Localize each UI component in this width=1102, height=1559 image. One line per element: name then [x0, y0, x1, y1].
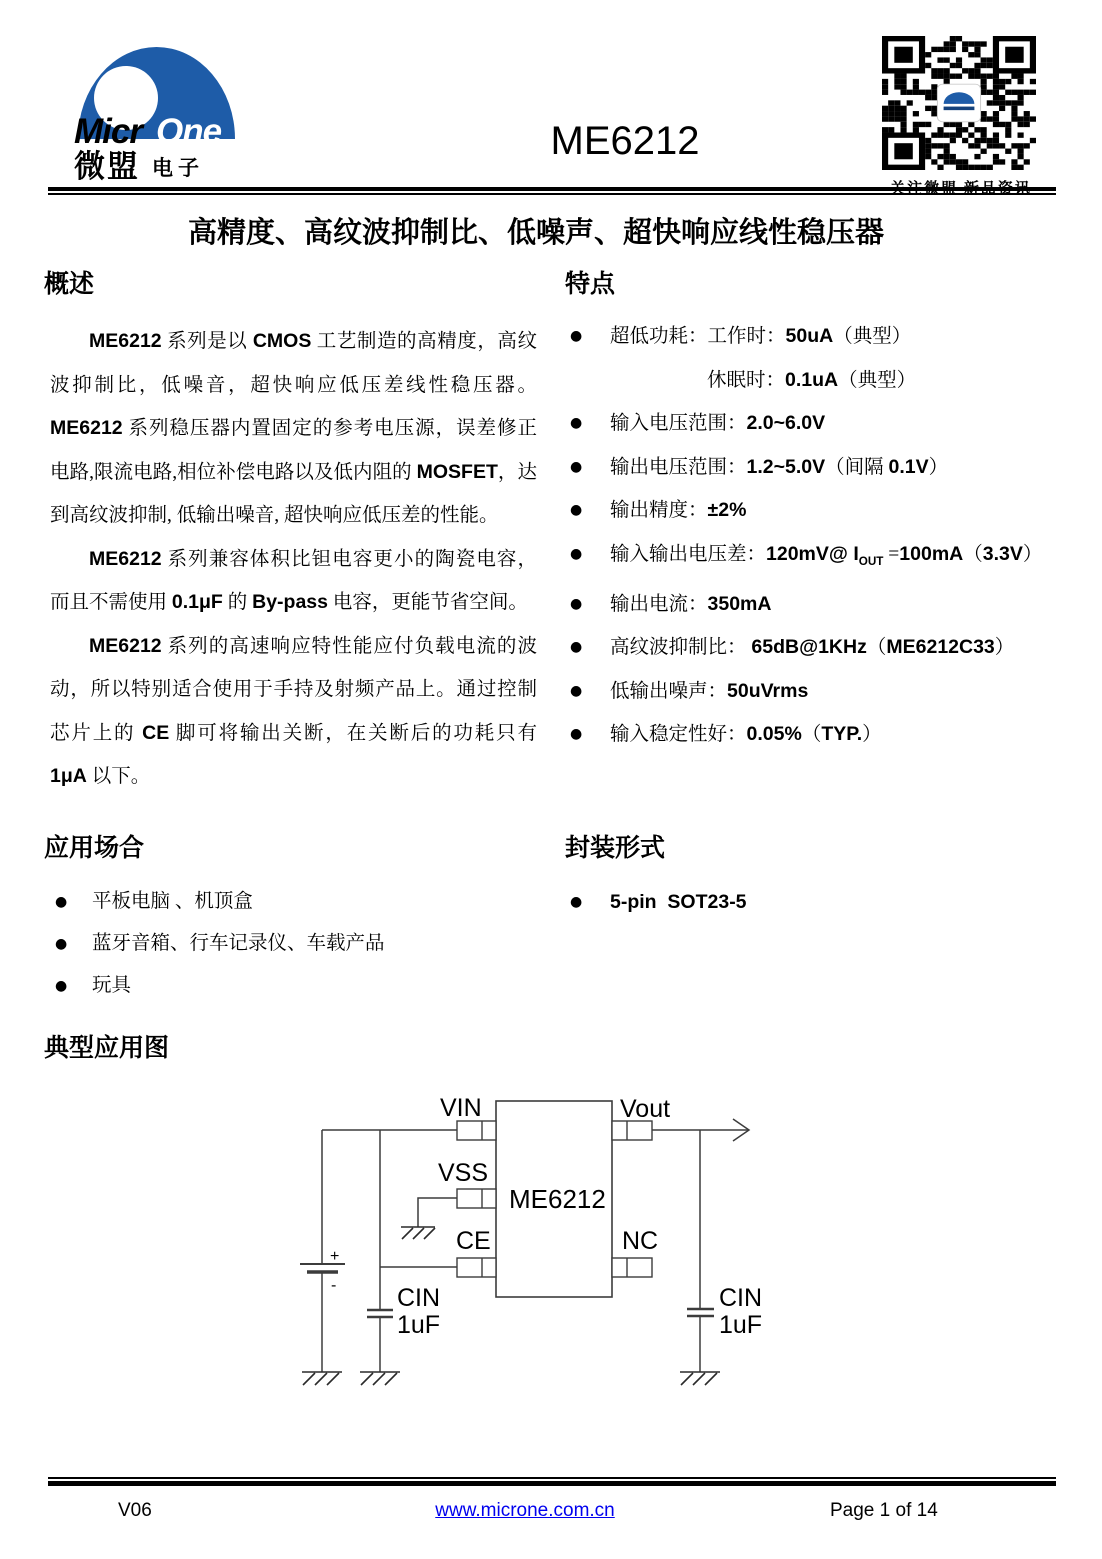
cin-right-value: 1uF — [719, 1311, 763, 1339]
list-item-text: 蓝牙音箱、行车记录仪、车载产品 — [92, 933, 385, 954]
applications-heading: 应用场合 — [44, 835, 145, 862]
chip-label: ME6212 — [509, 1184, 606, 1214]
list-item — [565, 881, 1045, 924]
list-item — [565, 446, 1047, 490]
bullet-icon: ● — [570, 682, 583, 699]
cin-left-value: 1uF — [397, 1311, 441, 1339]
bullet-icon: ● — [55, 894, 68, 910]
header-rule — [48, 187, 1056, 195]
list-item-text: 输出精度：±2% — [610, 499, 747, 521]
list-item-text: 高纹波抑制比： 65dB@1KHz（ME6212C33） — [610, 636, 1015, 659]
pin-label-nc: NC — [622, 1227, 659, 1255]
footer-rule — [48, 1477, 1056, 1486]
pin-label-vout: Vout — [620, 1095, 671, 1123]
list-item — [565, 489, 1047, 533]
bullet-icon: ● — [55, 978, 68, 994]
bullet-icon: ● — [55, 936, 68, 952]
logo-text-cn-sub: 电子 — [152, 157, 204, 180]
battery-symbol — [300, 1264, 345, 1272]
overview-paragraph: ME6212 系列是以 CMOS 工艺制造的高精度，高纹波抑制比，低噪音，超快响应低压差线性稳压器。ME6212 系列稳压器内置固定的参考电压源，误差修正电路,限流电路,相位补偿电路以及低内阻的 MOSFET，达到高纹波抑制, 低输出噪音, 超快响应低压差的性能。 — [50, 330, 537, 526]
qr-block — [882, 36, 1040, 198]
overview-paragraph: ME6212 系列的高速响应特性能应付负载电流的波动，所以特别适合使用于手持及射频产品上。通过控制芯片上的 CE 脚可将输出关断，在关断后的功耗只有 1μA 以下。 — [50, 634, 537, 787]
list-item-text: 5-pin SOT23-5 — [610, 891, 747, 913]
part-number-title: ME6212 — [550, 119, 700, 163]
logo-text-one: One — [156, 112, 222, 151]
pin-label-vin: VIN — [440, 1094, 482, 1122]
logo-text-micr: Micr — [74, 112, 142, 151]
battery-plus-label: + — [330, 1248, 340, 1265]
bullet-icon: ● — [570, 415, 583, 431]
logo-text-cn: 微盟 — [74, 149, 140, 184]
overview-paragraph: ME6212 系列兼容体积比钽电容更小的陶瓷电容，而且不需使用 0.1μF 的 By-pass 电容，更能节省空间。 — [50, 547, 537, 613]
list-item — [565, 670, 1047, 714]
bullet-icon: ● — [570, 595, 583, 612]
qr-caption: 关注微盟 新品资讯 — [890, 181, 1032, 197]
list-item-text: 低输出噪声：50uVrms — [610, 679, 809, 702]
list-item — [565, 583, 1047, 627]
applications-list — [52, 881, 532, 1007]
website-link[interactable]: www.microne.com.cn — [435, 1500, 615, 1521]
features-list — [565, 315, 1047, 757]
cin-right-label: CIN — [719, 1284, 763, 1312]
list-item — [565, 315, 1047, 402]
package-list — [565, 881, 1045, 924]
typical-application-circuit — [280, 1085, 780, 1395]
qr-code — [882, 36, 1036, 170]
list-item — [565, 402, 1047, 446]
bullet-icon: ● — [570, 458, 583, 475]
company-logo — [72, 36, 242, 186]
package-heading: 封装形式 — [565, 835, 666, 862]
bullet-icon: ● — [570, 894, 583, 910]
list-item-text: 超低功耗：工作时：50uA（典型） 休眠时：0.1uA（典型） — [610, 315, 916, 402]
list-item-subline: 休眠时：0.1uA（典型） — [707, 368, 917, 391]
list-item-text: 输出电压范围：1.2~5.0V（间隔 0.1V） — [610, 455, 949, 478]
list-item-text: 输入电压范围：2.0~6.0V — [610, 412, 826, 434]
list-item-text: 平板电脑 、机顶盒 — [92, 891, 253, 912]
list-item — [52, 881, 532, 923]
bullet-icon: ● — [570, 726, 583, 743]
typical-application-heading: 典型应用图 — [44, 1035, 170, 1062]
battery-minus-label: - — [331, 1277, 337, 1294]
list-item-text: 输入稳定性好：0.05%（TYP.） — [610, 723, 882, 746]
list-item — [565, 713, 1047, 757]
bullet-icon: ● — [570, 502, 583, 518]
page-title: 高精度、高纹波抑制比、低噪声、超快响应线性稳压器 — [187, 217, 884, 249]
list-item — [565, 533, 1047, 583]
bullet-icon: ● — [570, 328, 583, 344]
features-heading: 特点 — [565, 271, 616, 298]
bullet-icon: ● — [570, 545, 583, 562]
overview-heading: 概述 — [44, 271, 95, 298]
list-item — [52, 965, 532, 1007]
list-item-text: 输入输出电压差：120mV@ $I_{OUT} =100mA(3.3V)$ — [610, 542, 1043, 568]
list-item-text: 玩具 — [92, 975, 132, 996]
footer-link-wrap — [380, 1500, 670, 1522]
pin-label-vss: VSS — [438, 1159, 489, 1187]
list-item — [565, 626, 1047, 670]
footer-version: V06 — [118, 1500, 152, 1521]
bullet-icon: ● — [570, 639, 583, 656]
cin-left-label: CIN — [397, 1284, 441, 1312]
footer-page-number: Page 1 of 14 — [830, 1500, 938, 1521]
list-item-text: 输出电流：350mA — [610, 592, 772, 615]
pin-label-ce: CE — [456, 1227, 491, 1255]
list-item — [52, 923, 532, 965]
overview-body — [50, 320, 537, 799]
